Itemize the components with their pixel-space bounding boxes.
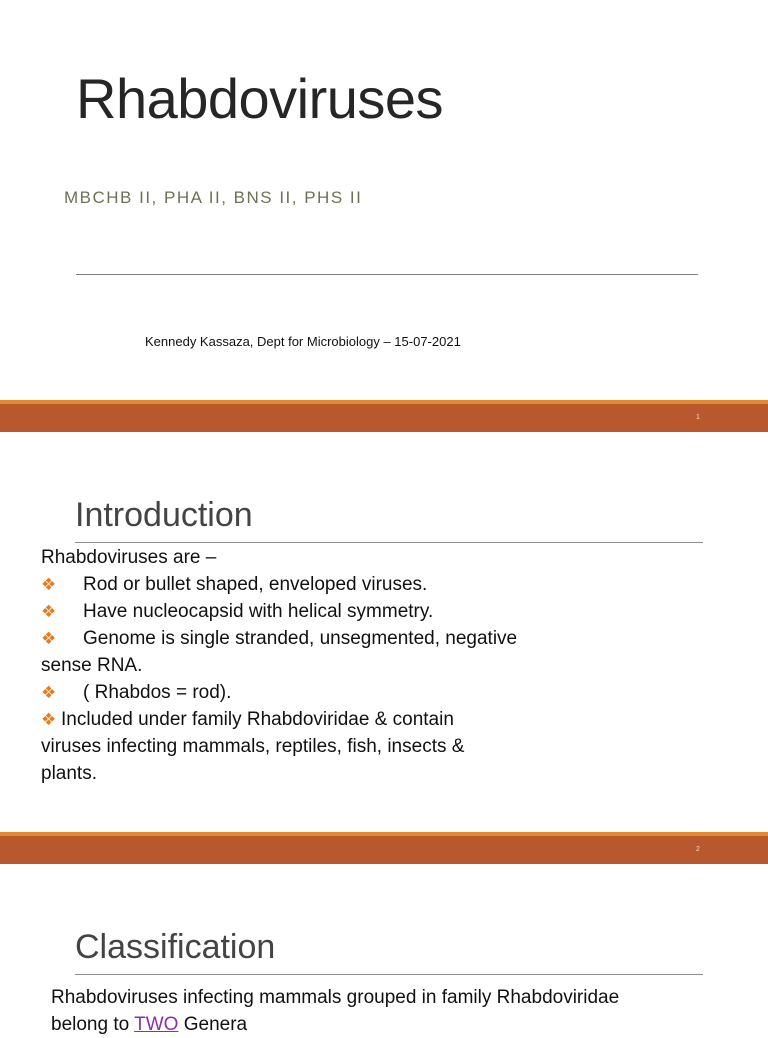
slide-number: 2 (696, 846, 700, 853)
heading-divider (75, 542, 703, 543)
four-diamond-bullet-icon: ❖ (41, 710, 57, 729)
four-diamond-bullet-icon: ❖ (41, 602, 57, 621)
bullet-item (41, 625, 561, 652)
bullet-text: Genome is single stranded, unsegmented, negative (83, 628, 518, 649)
intro-line: Rhabdoviruses are – (41, 547, 217, 568)
four-diamond-bullet-icon: ❖ (41, 575, 57, 594)
slide-separator (0, 832, 768, 864)
bullet-continuation: plants. (41, 763, 97, 784)
body-line (51, 1011, 731, 1038)
bullet-text: Included under family Rhabdoviridae & contain (61, 709, 454, 730)
bullet-continuation: viruses infecting mammals, reptiles, fish, insects & (41, 736, 465, 757)
separator-accent (0, 832, 768, 836)
slide-number: 1 (696, 414, 700, 421)
presentation-title: Rhabdoviruses (76, 67, 444, 130)
slide-heading: Introduction (75, 496, 253, 534)
body-text: belong to (51, 1014, 135, 1035)
bullet-item (41, 598, 561, 625)
bullet-text: Rod or bullet shaped, enveloped viruses. (83, 574, 428, 595)
heading-divider (75, 974, 703, 975)
body-text: Genera (178, 1014, 248, 1035)
author-line: Kennedy Kassaza, Dept for Microbiology – 15-07-2021 (145, 334, 461, 349)
body-line: Rhabdoviruses infecting mammals grouped in family Rhabdoviridae (51, 987, 620, 1008)
slide-heading: Classification (75, 928, 276, 966)
slide-classification (0, 864, 768, 1035)
bullet-item (41, 706, 561, 733)
highlight-text: TWO (134, 1014, 179, 1035)
four-diamond-bullet-icon: ❖ (41, 683, 57, 702)
slide-body (51, 984, 731, 1038)
bullet-item (41, 571, 561, 598)
slide-separator (0, 400, 768, 432)
four-diamond-bullet-icon: ❖ (41, 629, 57, 648)
bullet-item (41, 679, 561, 706)
title-divider (76, 274, 698, 275)
bullet-text: Have nucleocapsid with helical symmetry. (83, 601, 434, 622)
slide-body (41, 544, 561, 787)
bullet-continuation: sense RNA. (41, 655, 143, 676)
slide-title (0, 0, 768, 400)
presentation-subtitle: MBCHB II, PHA II, BNS II, PHS II (64, 188, 363, 207)
bullet-text: ( Rhabdos = rod). (83, 682, 232, 703)
separator-accent (0, 400, 768, 404)
slide-introduction (0, 432, 768, 832)
